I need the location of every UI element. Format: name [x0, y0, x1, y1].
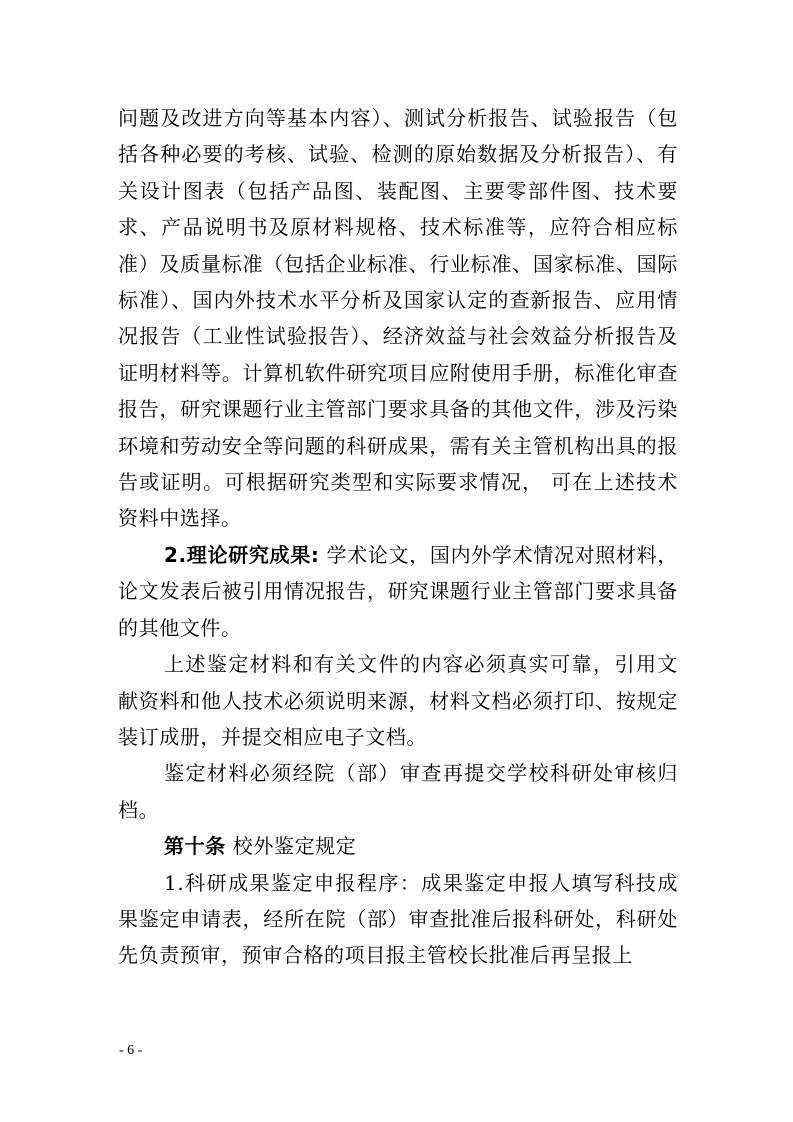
article-ten-heading: [118, 828, 678, 864]
article-ten-title: 校外鉴定规定: [225, 834, 357, 859]
document-body: [118, 100, 678, 974]
paragraph-authenticity: 上述鉴定材料和有关文件的内容必须真实可靠，引用文献资料和他人技术必须说明来源，材料文档必须打印、按规定装订成册，并提交相应电子文档。: [118, 652, 678, 749]
theoretical-results-label: 2.理论研究成果:: [164, 542, 320, 567]
paragraph-application-procedure: 1.科研成果鉴定申报程序：成果鉴定申报人填写科技成果鉴定申请表，经所在院（部）审查批准后报科研处，科研处先负责预审，预审合格的项目报主管校长批准后再呈报上: [118, 870, 678, 968]
article-ten-label: 第十条: [164, 834, 226, 859]
page-number-text: - 6 -: [119, 1043, 143, 1058]
paragraph-theoretical-results: [118, 537, 678, 646]
paragraph-technical-materials: 问题及改进方向等基本内容）、测试分析报告、试验报告（包括各种必要的考核、试验、检测的原始数据及分析报告）、有关设计图表（包括产品图、装配图、主要零部件图、技术要求、产品说明书及原材料规格、技术标准等，应符合相应标准）及质量标准（包括企业标准、行业标准、国家标准、国际标准）、国内外技术水平分析及国家认定的查新报告、应用情况报告（工业性试验报告）、经济效益与社会效益分析报告及证明材料等。计算机软件研究项目应附使用手册，标准化审查报告，研究课题行业主管部门要求具备的其他文件，涉及污染环境和劳动安全等问题的科研成果，需有关主管机构出具的报告或证明。可根据研究类型和实际要求情况， 可在上述技术资料中选择。: [118, 106, 678, 531]
theoretical-results-text: 学术论文，国内外学术情况对照材料，论文发表后被引用情况报告，研究课题行业主管部门要求具备的其他文件。: [118, 542, 678, 640]
paragraph-review: 鉴定材料必须经院（部）审查再提交学校科研处审核归档。: [118, 761, 678, 822]
